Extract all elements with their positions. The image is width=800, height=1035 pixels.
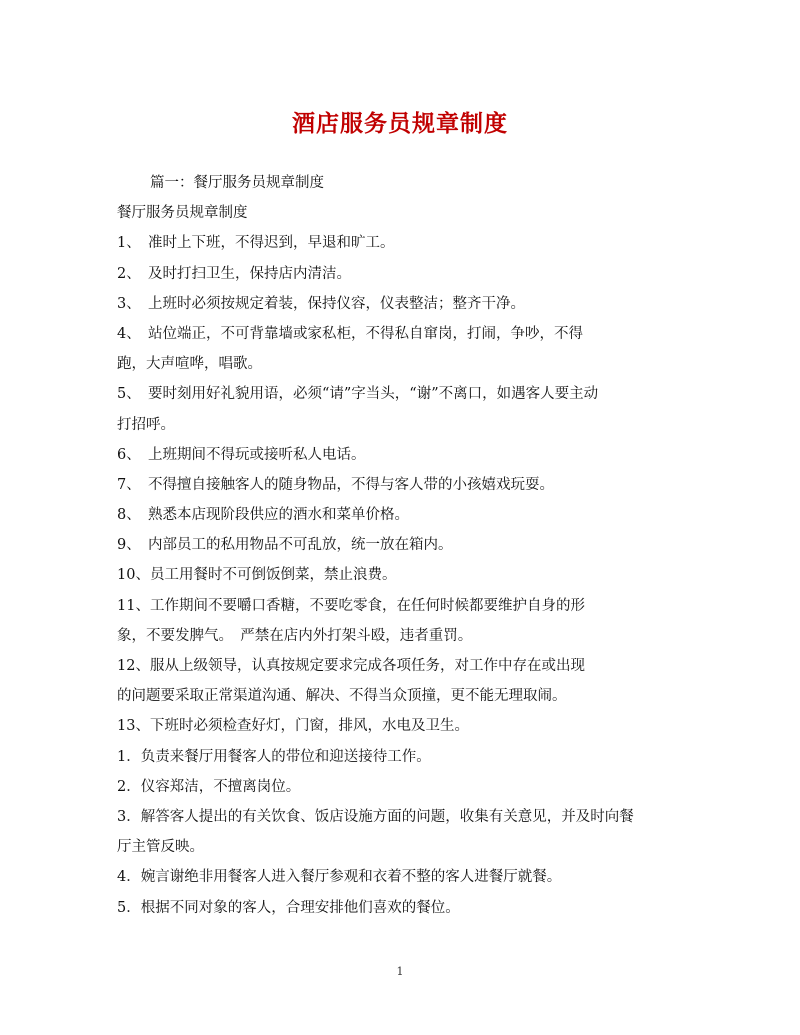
duty-line: 4．婉言谢绝非用餐客人进入餐厅参观和衣着不整的客人进餐厅就餐。 bbox=[117, 869, 562, 886]
rule-line: 4、 站位端正，不可背靠墙或家私柜，不得私自窜岗，打闹，争吵，不得 bbox=[117, 325, 583, 342]
rule-line: 跑，大声喧哗，唱歌。 bbox=[117, 356, 262, 373]
duty-line: 2．仪容郑洁，不擅离岗位。 bbox=[117, 778, 301, 795]
duty-line: 1．负责来餐厅用餐客人的带位和迎送接待工作。 bbox=[117, 748, 431, 765]
duty-line: 3．解答客人提出的有关饮食、饭店设施方面的问题，收集有关意见，并及时向餐 bbox=[117, 808, 634, 825]
rule-line: 6、 上班期间不得玩或接听私人电话。 bbox=[117, 446, 366, 463]
rule-line: 9、 内部员工的私用物品不可乱放，统一放在箱内。 bbox=[117, 537, 453, 554]
document-body bbox=[117, 174, 677, 929]
rule-line: 11、工作期间不要嚼口香糖，不要吃零食，在任何时候都要维护自身的形 bbox=[117, 597, 585, 614]
page-number: 1 bbox=[396, 965, 404, 978]
duty-line: 5．根据不同对象的客人，合理安排他们喜欢的餐位。 bbox=[117, 899, 460, 916]
subsection-heading: 餐厅服务员规章制度 bbox=[117, 205, 248, 222]
rule-line: 8、 熟悉本店现阶段供应的酒水和菜单价格。 bbox=[117, 507, 409, 524]
rule-line: 5、 要时刻用好礼貌用语，必须“请”字当头，“谢”不离口，如遇客人要主动 bbox=[117, 386, 599, 403]
rule-line: 1、 准时上下班，不得迟到，早退和旷工。 bbox=[117, 235, 395, 252]
rule-line: 7、 不得擅自接触客人的随身物品，不得与客人带的小孩嬉戏玩耍。 bbox=[117, 476, 554, 493]
rule-line: 12、服从上级领导，认真按规定要求完成各项任务，对工作中存在或出现 bbox=[117, 658, 585, 674]
rule-line: 10、员工用餐时不可倒饭倒菜，禁止浪费。 bbox=[117, 567, 397, 584]
document-title: 酒店服务员规章制度 bbox=[292, 110, 508, 137]
section-heading: 篇一：餐厅服务员规章制度 bbox=[150, 175, 324, 191]
rule-line: 2、 及时打扫卫生，保持店内清洁。 bbox=[117, 265, 351, 282]
duty-line: 厅主管反映。 bbox=[117, 839, 204, 856]
rule-line: 13、下班时必须检查好灯，门窗，排风，水电及卫生。 bbox=[117, 718, 469, 735]
rule-line: 象，不要发脾气。 严禁在店内外打架斗殴，违者重罚。 bbox=[117, 627, 473, 644]
rule-line: 3、 上班时必须按规定着装，保持仪容，仪表整洁；整齐干净。 bbox=[117, 295, 525, 312]
rule-line: 的问题要采取正常渠道沟通、解决、不得当众顶撞，更不能无理取闹。 bbox=[117, 688, 567, 705]
rule-line: 打招呼。 bbox=[117, 416, 175, 433]
